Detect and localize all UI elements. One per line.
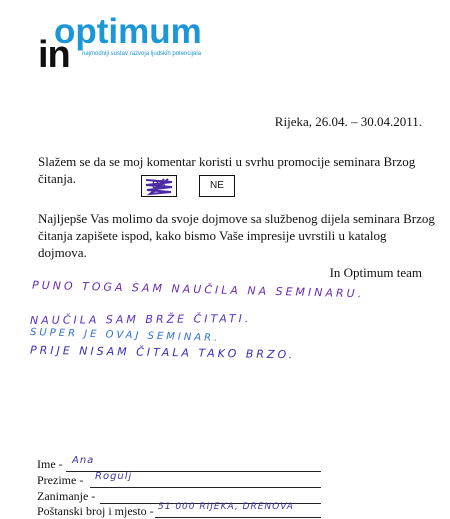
- logo-tagline: najmodniji sustav razvoja ljudskih potencijala: [82, 51, 202, 57]
- team-signature: In Optimum team: [329, 265, 422, 280]
- surname-value: Rogulj: [95, 471, 133, 482]
- request-text: Najljepše Vas molimo da svoje dojmove sa službenog dijela seminara Brzog čitanja zapišete ispod, kako bismo Vaše impresije uvrstili u katalog dojmova.: [38, 211, 435, 260]
- consent-statement: Slažem se da se moj komentar koristi u svrhu promocije seminara Brzog čitanja.: [38, 154, 416, 186]
- consent-yes-label: DA: [152, 180, 166, 191]
- name-label: Ime -: [37, 457, 63, 471]
- postal-label: Poštanski broj i mjesto -: [37, 504, 154, 518]
- logo-prefix: in: [38, 34, 70, 76]
- postal-value: 51 000 RIJEKA, DRENOVA: [158, 502, 294, 512]
- name-value: Ana: [72, 455, 95, 466]
- consent-yes-checkbox[interactable]: [141, 175, 177, 197]
- handwritten-line-3: SUPER JE OVAJ SEMINAR.: [29, 327, 221, 344]
- consent-no-label: NE: [210, 180, 224, 191]
- checkmark-scribble-icon: [142, 176, 176, 196]
- postal-line[interactable]: [155, 517, 321, 518]
- surname-line[interactable]: [90, 487, 321, 488]
- handwritten-line-1: PUNO TOGA SAM NAUČILA NA SEMINARU.: [31, 278, 365, 301]
- consent-no-checkbox[interactable]: [199, 175, 235, 197]
- surname-label: Prezime -: [37, 473, 84, 487]
- handwritten-line-4: PRIJE NISAM ČITALA TAKO BRZO.: [29, 343, 296, 362]
- logo-brand: optimum: [54, 12, 202, 51]
- place-date: Rijeka, 26.04. – 30.04.2011.: [274, 114, 422, 129]
- handwritten-line-2: NAUČILA SAM BRŽE ČITATI.: [29, 312, 252, 327]
- occupation-label: Zanimanje -: [37, 489, 96, 503]
